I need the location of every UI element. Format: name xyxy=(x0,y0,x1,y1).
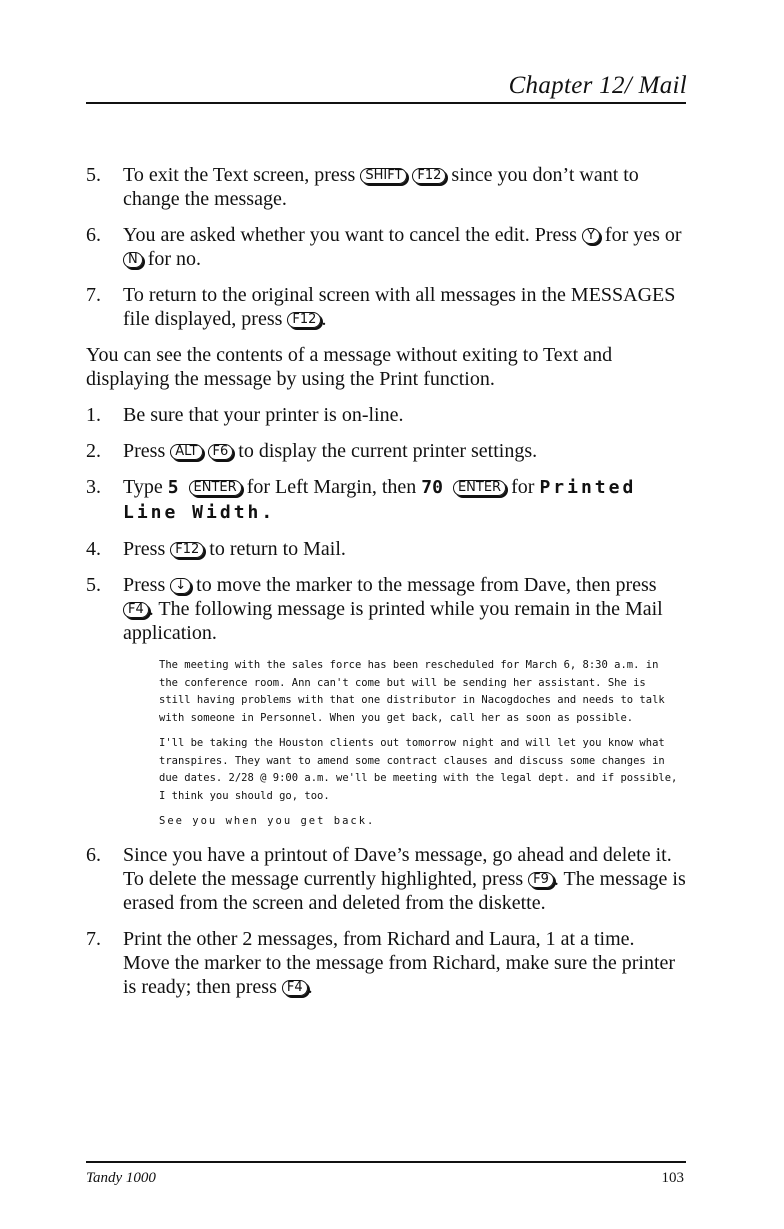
header-rule xyxy=(86,102,686,104)
step-number: 6. xyxy=(86,224,101,246)
f6-key-icon: F6 xyxy=(208,444,234,460)
printed-message xyxy=(159,657,679,831)
step-number: 3. xyxy=(86,476,101,498)
step-number: 1. xyxy=(86,404,101,426)
f12-key-icon: F12 xyxy=(287,312,321,328)
list-item xyxy=(86,403,686,427)
page-number: 103 xyxy=(661,1170,684,1186)
step-number: 7. xyxy=(86,927,101,950)
f4-key-icon: F4 xyxy=(282,980,308,996)
list-item xyxy=(86,843,686,915)
list-item xyxy=(86,439,686,463)
typed-value: 5 xyxy=(167,477,179,498)
step-text: for Left Margin, then xyxy=(241,476,422,498)
printout-paragraph: See you when you get back. xyxy=(159,815,376,827)
step-text: for xyxy=(506,476,540,498)
step-number: 2. xyxy=(86,440,101,462)
f12-key-icon: F12 xyxy=(412,168,446,184)
alt-key-icon: ALT xyxy=(170,444,202,460)
step-text: to return to Mail. xyxy=(204,538,346,560)
f12-key-icon: F12 xyxy=(170,542,204,558)
list-item xyxy=(86,283,686,331)
shift-key-icon: SHIFT xyxy=(360,168,407,184)
intro-paragraph: You can see the contents of a message without exiting to Text and displaying the message by using the Print function. xyxy=(86,344,613,390)
down-arrow-key-icon: ↓ xyxy=(170,578,191,594)
printout-paragraph: The meeting with the sales force has been rescheduled for March 6, 8:30 a.m. in the conference room. Ann can't come but will be sending her assistant. She is still having problems with that one distributor in Nacogdoches and needs to talk with someone in Personnel. When you get back, call her as soon as possible. xyxy=(159,659,665,724)
page-content xyxy=(86,163,686,1011)
step-text: Press xyxy=(123,538,171,560)
step-number: 4. xyxy=(86,538,101,560)
step-text: . The following message is printed while you remain in the Mail application. xyxy=(123,598,663,644)
step-text: . The message is erased from the screen and deleted from the diskette. xyxy=(123,867,686,914)
step-text: to move the marker to the message from Dave, then press xyxy=(191,574,657,596)
step-text: You are asked whether you want to cancel the edit. Press xyxy=(123,224,582,246)
step-text: since you don’t want to change the message. xyxy=(123,164,639,210)
footer-rule xyxy=(86,1161,686,1163)
step-number: 7. xyxy=(86,284,101,306)
step-text: for yes or xyxy=(599,224,682,246)
list-item xyxy=(86,537,686,561)
enter-key-icon: ENTER xyxy=(453,480,506,496)
step-text: Be sure that your printer is on-line. xyxy=(123,404,404,426)
list-item xyxy=(86,927,686,999)
step-text: to display the current printer settings. xyxy=(233,440,538,462)
step-text: Print the other 2 messages, from Richard and Laura, 1 at a time. Move the marker to the message from Richard, make sure the printer is ready; then press xyxy=(123,927,676,998)
setting-name: Printed Line Width. xyxy=(123,477,637,523)
step-text: Press xyxy=(123,574,171,596)
n-key-icon: N xyxy=(123,252,143,268)
chapter-header: Chapter 12/ Mail xyxy=(508,72,687,99)
step-number: 5. xyxy=(86,574,101,596)
step-text: Type xyxy=(123,476,168,498)
printout-paragraph: I'll be taking the Houston clients out tomorrow night and will let you know what transpires. They want to amend some contract clauses and discuss some changes in due dates. 2/28 @ 9:00 a.m. we'll be meeting with the legal dept. and if possible, I think you should go, too. xyxy=(159,737,678,802)
list-item xyxy=(86,223,686,271)
step-text: Press xyxy=(123,440,171,462)
step-text: for no. xyxy=(142,248,202,270)
enter-key-icon: ENTER xyxy=(189,480,242,496)
step-text: To exit the Text screen, press xyxy=(123,164,361,186)
step-text: To return to the original screen with all messages in the MESSAGES file displayed, press xyxy=(123,284,676,330)
step-text: . xyxy=(321,308,327,330)
list-item xyxy=(86,163,686,211)
step-text: Since you have a printout of Dave’s message, go ahead and delete it. To delete the message currently highlighted, press xyxy=(123,843,672,890)
list-item xyxy=(86,573,686,645)
step-number: 6. xyxy=(86,843,101,866)
f9-key-icon: F9 xyxy=(528,872,554,888)
step-number: 5. xyxy=(86,164,101,186)
step-text: . xyxy=(307,975,313,998)
footer-title: Tandy 1000 xyxy=(86,1170,156,1186)
f4-key-icon: F4 xyxy=(123,602,149,618)
list-item xyxy=(86,475,686,525)
typed-value: 70 xyxy=(421,477,443,498)
y-key-icon: Y xyxy=(582,228,600,244)
